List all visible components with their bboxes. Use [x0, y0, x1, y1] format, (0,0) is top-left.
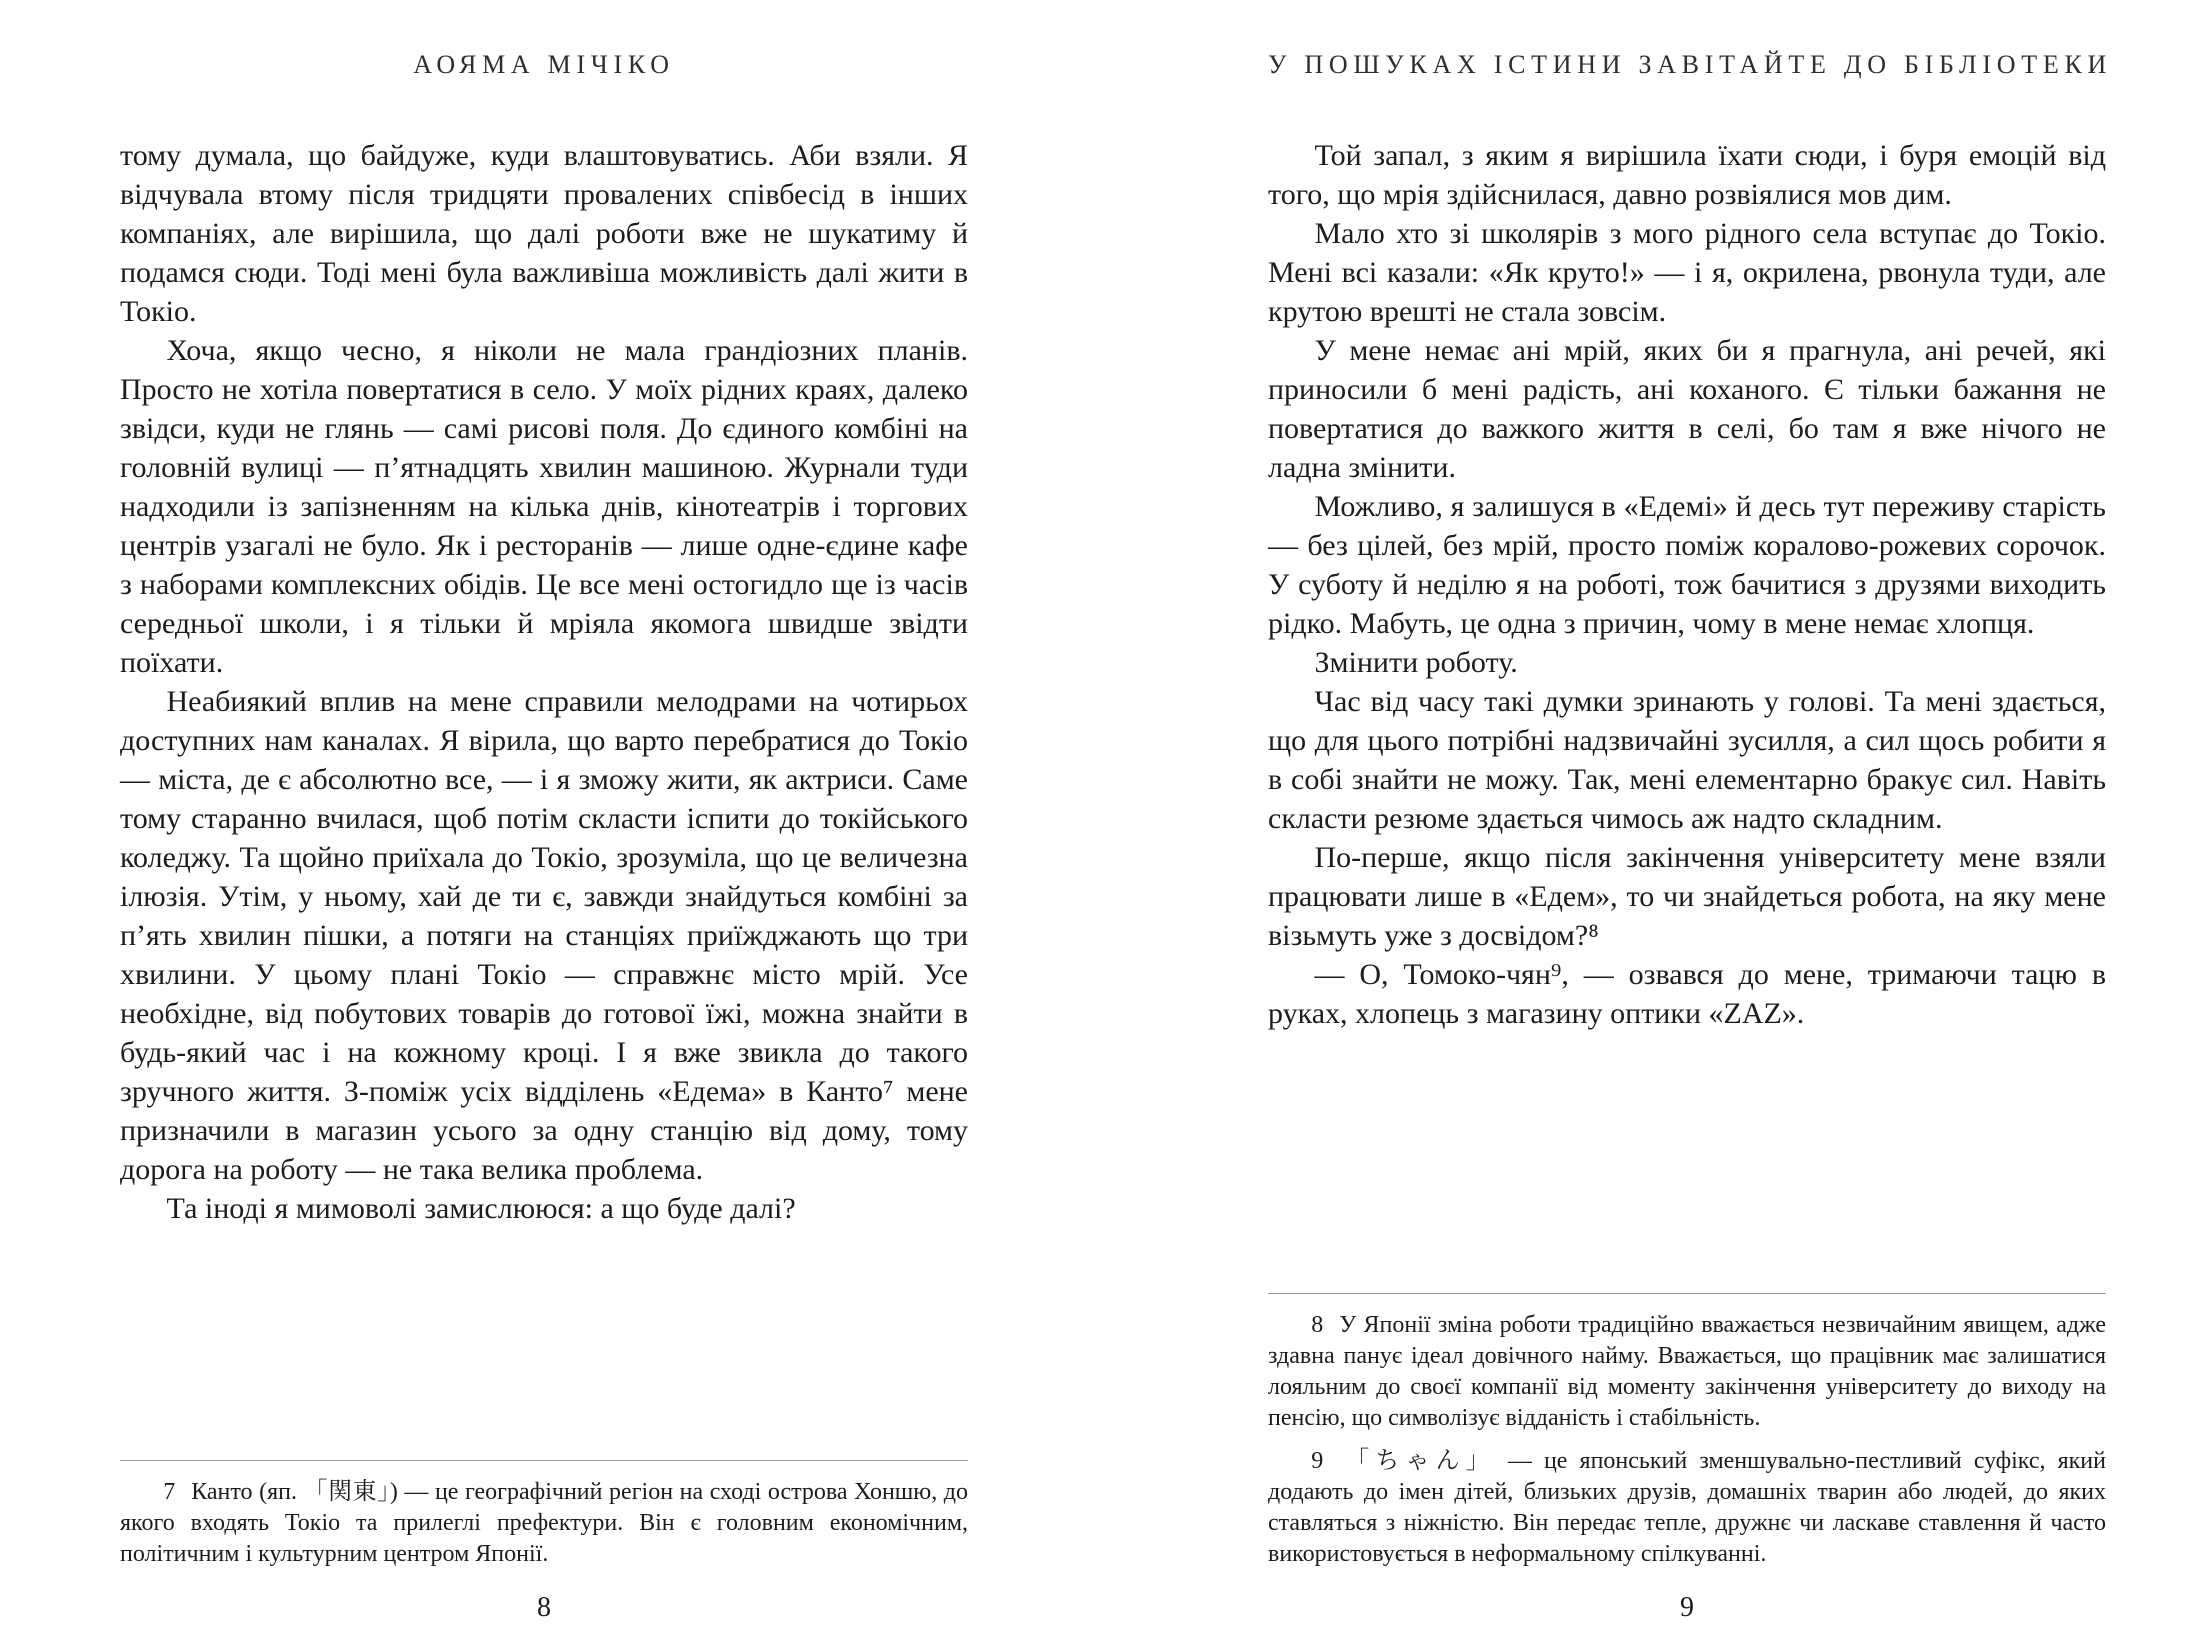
right-page-body	[1268, 136, 2106, 1033]
left-footnotes	[120, 1460, 968, 1570]
footnote-number: 7	[163, 1479, 176, 1505]
footnote-text: Канто (яп. 「関東」) — це географічний регіон на сході острова Хоншю, до якого входять Токіо та прилеглі префектури. Він є головним економічним, політичним і культурним центром Японії.	[120, 1479, 968, 1567]
left-page	[120, 0, 968, 1650]
running-header-title: У ПОШУКАХ ІСТИНИ ЗАВІТАЙТЕ ДО БІБЛІОТЕКИ	[1268, 50, 2113, 79]
paragraph: Мало хто зі школярів з мого рідного села вступає до Токіо. Мені всі казали: «Як круто!» — і я, окрилена, рвонула туди, але крутою врешті не стала зовсім.	[1268, 217, 2106, 328]
footnote-number: 9	[1311, 1448, 1324, 1474]
paragraph: У мене немає ані мрій, яких би я прагнула, ані речей, які приносили б мені радість, ані коханого. Є тільки бажання не повертатися до важкого життя в селі, бо там я вже нічого не ладна змінити.	[1268, 334, 2106, 484]
paragraph: Змінити роботу.	[1314, 646, 1518, 679]
paragraph: тому думала, що байдуже, куди влаштовуватись. Аби взяли. Я відчувала втому після тридцяти провалених співбесід в інших компаніях, але вирішила, що далі роботи вже не шукатиму й подамся сюди. Тоді мені була важливіша можливість далі жити в Токіо.	[120, 139, 968, 328]
footnote-divider	[1268, 1293, 2106, 1294]
footnote	[1268, 1310, 2106, 1434]
paragraph: По-перше, якщо після закінчення університету мене взяли працювати лише в «Едем», то чи знайдеться робота, на яку мене візьмуть уже з досвідом?⁸	[1268, 841, 2106, 952]
footnote-text: 「ちゃん」 — це японський зменшувально-пестливий суфікс, який додають до імен дітей, близьких друзів, домашніх тварин або людей, до яких ставляться з ніжністю. Він передає тепле, дружнє чи ласкаве ставлення й часто використовується в неформальному спілкуванні.	[1268, 1448, 2106, 1567]
footnote-number: 8	[1311, 1312, 1324, 1338]
left-page-body	[120, 136, 968, 1228]
paragraph: — О, Томоко-чян⁹, — озвався до мене, тримаючи тацю в руках, хлопець з магазину оптики «ZAZ».	[1268, 958, 2106, 1030]
paragraph: Та іноді я мимоволі замислююся: а що буде далі?	[166, 1192, 796, 1225]
paragraph: Той запал, з яким я вирішила їхати сюди, і буря емоцій від того, що мрія здійснилася, давно розвіялися мов дим.	[1268, 139, 2106, 211]
page-number: 9	[1680, 1592, 1694, 1623]
footnote	[120, 1477, 968, 1570]
footnote-text: У Японії зміна роботи традиційно вважається незвичайним явищем, адже здавна панує ідеал довічного найму. Вважається, що працівник має залишатися лояльним до своєї компанії від моменту закінчення університету до виходу на пенсію, що символізує відданість і стабільність.	[1268, 1312, 2106, 1431]
paragraph: Час від часу такі думки зринають у голові. Та мені здається, що для цього потрібні надзвичайні зусилля, а сил щось робити я в собі знайти не можу. Так, мені елементарно бракує сил. Навіть скласти резюме здається чимось аж надто складним.	[1268, 685, 2106, 835]
footnote-divider	[120, 1460, 968, 1461]
paragraph: Неабиякий вплив на мене справили мелодрами на чотирьох доступних нам каналах. Я вірила, що варто перебратися до Токіо — міста, де є абсолютно все, — і я зможу жити, як актриси. Саме тому старанно вчилася, щоб потім скласти іспити до токійського коледжу. Та щойно приїхала до Токіо, зрозуміла, що це величезна ілюзія. Утім, у ньому, хай де ти є, завжди знайдуться комбіні за п’ять хвилин пішки, а потяги на станціях приїжджають що три хвилини. У цьому плані Токіо — справжнє місто мрій. Усе необхідне, від побутових товарів до готової їжі, можна знайти в будь-який час і на кожному кроці. І я вже звикла до такого зручного життя. З-поміж усіх відділень «Едема» в Канто⁷ мене призначили в магазин усього за одну станцію від дому, тому дорога на роботу — не така велика проблема.	[120, 685, 968, 1186]
paragraph: Можливо, я залишуся в «Едемі» й десь тут переживу старість — без цілей, без мрій, просто поміж коралово-рожевих сорочок. У суботу й неділю я на роботі, тож бачитися з друзями виходить рідко. Мабуть, це одна з причин, чому в мене немає хлопця.	[1268, 490, 2106, 640]
footnote	[1268, 1446, 2106, 1570]
paragraph: Хоча, якщо чесно, я ніколи не мала грандіозних планів. Просто не хотіла повертатися в село. У моїх рідних краях, далеко звідси, куди не глянь — самі рисові поля. До єдиного комбіні на головній вулиці — п’ятнадцять хвилин машиною. Журнали туди надходили із запізненням на кілька днів, кінотеатрів і торгових центрів узагалі не було. Як і ресторанів — лише одне-єдине кафе з наборами комплексних обідів. Це все мені остогидло ще із часів середньої школи, і я тільки й мріяла якомога швидше звідти поїхати.	[120, 334, 968, 679]
running-header-author: АОЯМА МІЧІКО	[413, 50, 675, 79]
right-footnotes	[1268, 1293, 2106, 1570]
page-number: 8	[537, 1592, 551, 1623]
right-page	[1268, 0, 2113, 1650]
